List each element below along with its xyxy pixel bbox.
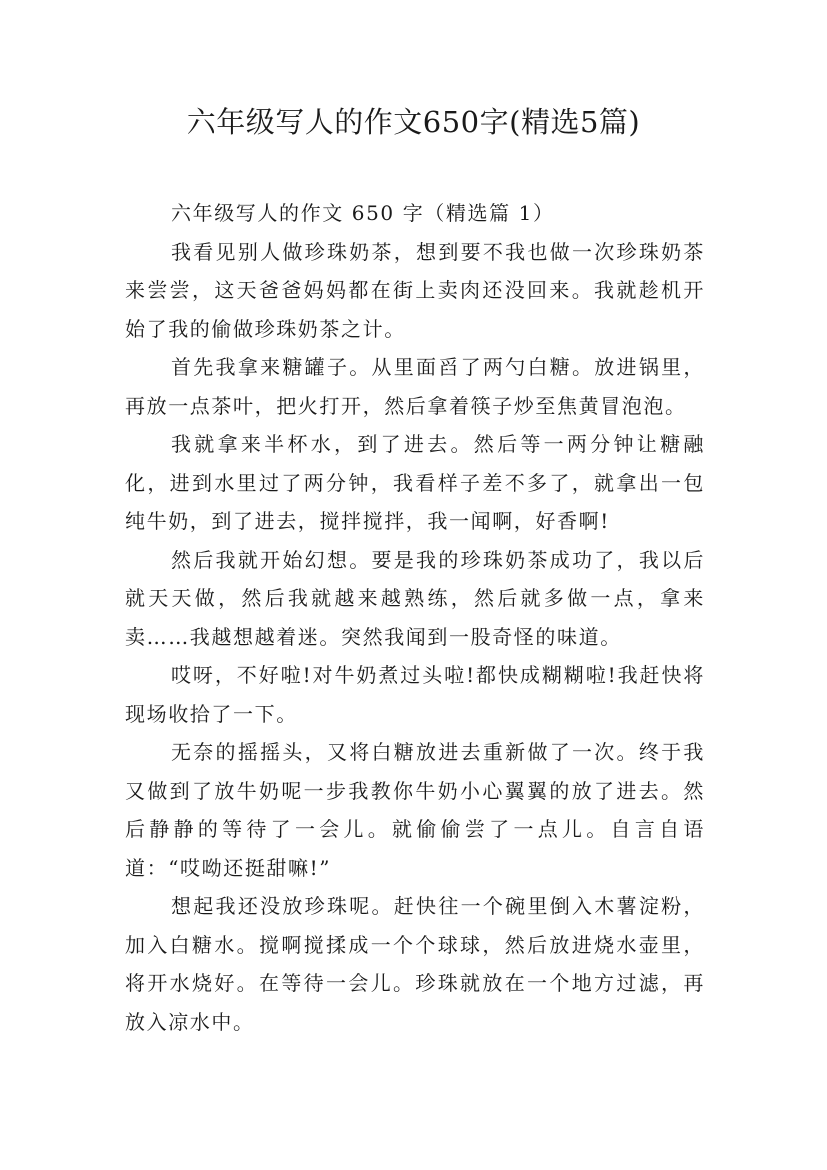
- paragraph: 我看见别人做珍珠奶茶，想到要不我也做一次珍珠奶茶来尝尝，这天爸爸妈妈都在街上卖肉还没回来。我就趁机开始了我的偷做珍珠奶茶之计。: [125, 239, 705, 341]
- section-heading: 六年级写人的作文 650 字（精选篇 1）: [171, 201, 555, 225]
- paragraph: 首先我拿来糖罐子。从里面舀了两勺白糖。放进锅里，再放一点茶叶，把火打开，然后拿着筷子炒至焦黄冒泡泡。: [125, 355, 705, 418]
- paragraph: 哎呀，不好啦!对牛奶煮过头啦!都快成糊糊啦!我赶快将现场收拾了一下。: [125, 663, 705, 726]
- paragraph: 无奈的摇摇头，又将白糖放进去重新做了一次。终于我又做到了放牛奶呢一步我教你牛奶小心翼翼的放了进去。然后静静的等待了一会儿。就偷偷尝了一点儿。自言自语道：“哎呦还挺甜嘛!”: [125, 740, 705, 880]
- paragraph: 我就拿来半杯水，到了进去。然后等一两分钟让糖融化，进到水里过了两分钟，我看样子差不多了，就拿出一包纯牛奶，到了进去，搅拌搅拌，我一闻啊，好香啊!: [125, 432, 705, 533]
- paragraph: 然后我就开始幻想。要是我的珍珠奶茶成功了，我以后就天天做，然后我就越来越熟练，然后就多做一点，拿来卖……我越想越着迷。突然我闻到一股奇怪的味道。: [125, 547, 705, 649]
- document-title: 六年级写人的作文650字(精选5篇): [186, 105, 641, 139]
- paragraph: 想起我还没放珍珠呢。赶快往一个碗里倒入木薯淀粉，加入白糖水。搅啊搅揉成一个个球球，然后放进烧水壶里，将开水烧好。在等待一会儿。珍珠就放在一个地方过滤，再放入凉水中。: [125, 894, 705, 1034]
- document-body: [125, 194, 705, 1041]
